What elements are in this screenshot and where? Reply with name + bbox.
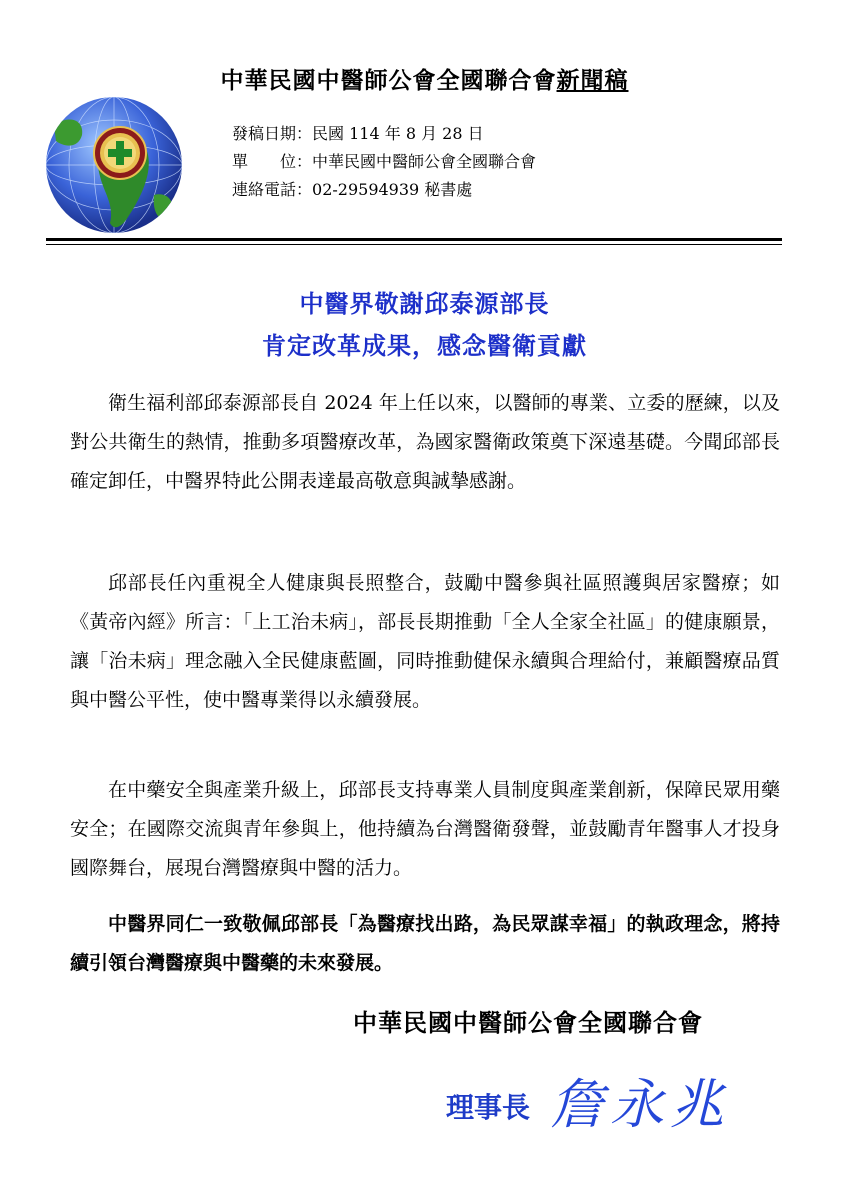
globe-logo-icon: [44, 95, 184, 235]
header-divider-thick: [46, 238, 782, 241]
phone-label: 連絡電話：: [232, 180, 313, 199]
title-suffix: 新聞稿: [556, 67, 629, 94]
header-divider-thin: [46, 244, 782, 245]
phone-value: 02-29594939 秘書處: [312, 180, 473, 199]
date-value: 民國 114 年 8 月 28 日: [312, 124, 484, 143]
release-date-row: [232, 120, 536, 148]
unit-label: 單 位：: [232, 152, 313, 171]
chairman-signature: [442, 1060, 732, 1140]
release-phone-row: [232, 176, 536, 204]
headline-line-1: 中醫界敬謝邱泰源部長: [299, 289, 550, 318]
release-unit-row: [232, 148, 536, 176]
paragraph-1: 衛生福利部邱泰源部長自 2024 年上任以來，以醫師的專業、立委的歷練，以及對公共衛生的熱情，推動多項醫療改革，為國家醫衛政策奠下深遠基礎。今聞邱部長確定卸任，中醫界特此公開表達最高敬意與誠摯感謝。: [70, 392, 780, 492]
release-meta: [232, 120, 536, 204]
unit-value: 中華民國中醫師公會全國聯合會: [312, 152, 537, 171]
paragraph-3: 在中藥安全與產業升級上，邱部長支持專業人員制度與產業創新，保障民眾用藥安全；在國際交流與青年參與上，他持續為台灣醫衛發聲，並鼓勵青年醫事人才投身國際舞台，展現台灣醫療與中醫的活力。: [70, 779, 780, 879]
title-main: 中華民國中醫師公會全國聯合會: [220, 67, 557, 94]
signature-title: 理事長: [446, 1091, 531, 1124]
headline-line-2: 肯定改革成果，感念醫衛貢獻: [262, 331, 587, 360]
signing-organization: 中華民國中醫師公會全國聯合會: [353, 1008, 703, 1037]
paragraph-4: 中醫界同仁一致敬佩邱部長「為醫療找出路，為民眾謀幸福」的執政理念，將持續引領台灣醫療與中醫藥的未來發展。: [70, 913, 780, 974]
press-release-title: [0, 62, 849, 95]
paragraph-2: 邱部長任內重視全人健康與長照整合，鼓勵中醫參與社區照護與居家醫療；如《黃帝內經》所言：「上工治未病」，部長長期推動「全人全家全社區」的健康願景，讓「治未病」理念融入全民健康藍圖，同時推動健保永續與合理給付，兼顧醫療品質與中醫公平性，使中醫專業得以永續發展。: [70, 572, 780, 711]
signature-name: 詹永兆: [550, 1073, 730, 1136]
date-label: 發稿日期：: [232, 124, 313, 143]
